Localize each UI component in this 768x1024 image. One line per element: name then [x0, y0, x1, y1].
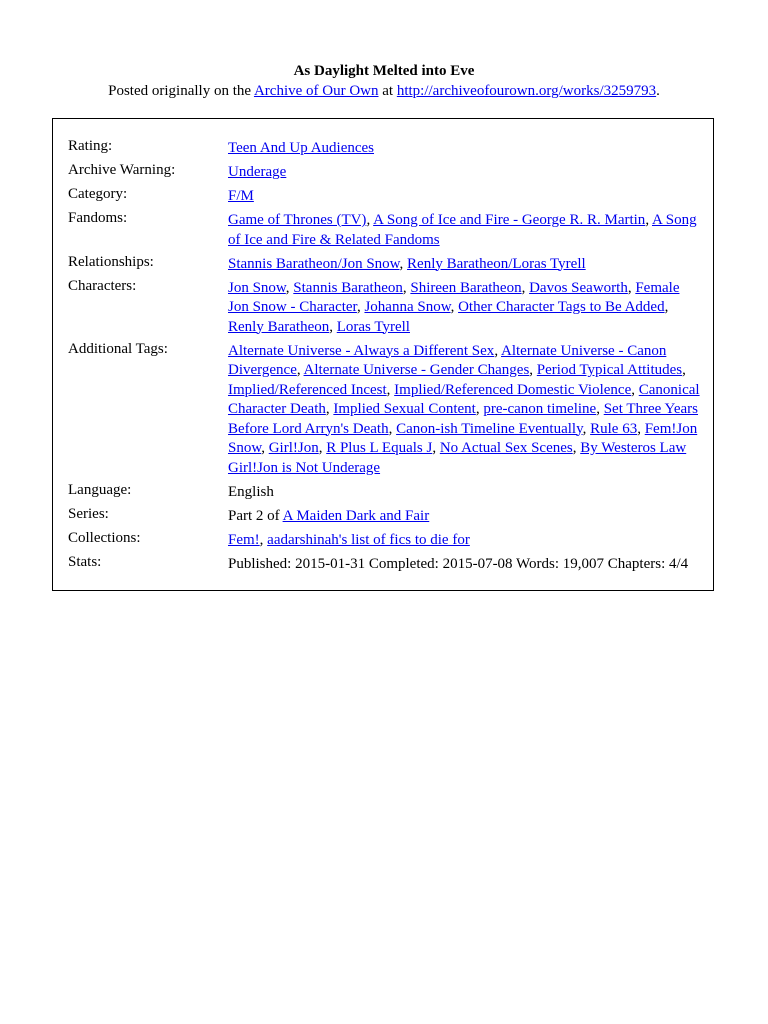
tag-link[interactable]: pre-canon timeline — [483, 401, 597, 417]
tag-link[interactable]: Period Typical Attitudes — [536, 362, 683, 378]
warning-label: Archive Warning: — [68, 162, 176, 178]
character-link[interactable]: Johanna Snow — [364, 299, 451, 315]
tag-link[interactable]: Fem!Jon Snow — [228, 420, 698, 456]
stats-value: Published: 2015-01-31 Completed: 2015-07-08 Words: 19,007 Chapters: 4/4 — [228, 555, 689, 572]
character-link[interactable]: Loras Tyrell — [336, 318, 410, 335]
fandom-link[interactable]: Game of Thrones (TV) — [228, 212, 367, 228]
period: . — [656, 83, 660, 99]
meta-row-category — [68, 185, 700, 209]
relationship-link[interactable]: Renly Baratheon/Loras Tyrell — [407, 255, 586, 272]
series-label: Series: — [68, 505, 109, 522]
collection-link[interactable]: aadarshinah's list of fics to die for — [267, 531, 470, 548]
tag-link[interactable]: R Plus L Equals J — [326, 440, 433, 456]
category-label: Category: — [68, 186, 128, 202]
character-link[interactable]: Jon Snow — [228, 279, 286, 296]
relationships-label: Relationships: — [68, 253, 154, 270]
fandoms-value: Game of Thrones (TV), A Song of Ice and Fire - George R. R. Martin, A Song of Ice and Fire & Related Fandoms — [228, 212, 697, 248]
tag-link[interactable]: By Westeros Law Girl!Jon is Not Underage — [228, 440, 687, 476]
meta-row-fandoms — [68, 209, 700, 253]
posted-line — [0, 81, 768, 101]
tag-link[interactable]: Girl!Jon — [268, 440, 319, 456]
category-value — [228, 185, 700, 209]
series-prefix: Part 2 of — [228, 507, 283, 524]
meta-row-language — [68, 481, 700, 505]
tag-link[interactable]: Canonical Character Death — [228, 381, 700, 417]
character-link[interactable]: Female Jon Snow - Character — [228, 279, 680, 315]
series-value — [228, 505, 700, 529]
work-url-link[interactable]: http://archiveofourown.org/works/3259793 — [396, 83, 657, 99]
language-value: English — [228, 483, 274, 500]
meta-row-characters — [68, 277, 700, 340]
posted-prefix: Posted originally on the — [108, 83, 254, 99]
at-text: at — [378, 83, 397, 99]
meta-row-relationships — [68, 253, 700, 277]
fandoms-label: Fandoms: — [68, 210, 128, 226]
category-link[interactable]: F/M — [228, 188, 254, 204]
work-meta-box — [52, 118, 714, 591]
tag-link[interactable]: Implied/Referenced Incest — [228, 381, 387, 398]
tag-link[interactable]: No Actual Sex Scenes — [439, 440, 573, 456]
work-meta-table — [68, 137, 700, 577]
rating-label: Rating: — [68, 138, 113, 154]
meta-row-warning — [68, 161, 700, 185]
character-link[interactable]: Stannis Baratheon — [293, 279, 403, 296]
fandom-link[interactable]: A Song of Ice and Fire - George R. R. Martin — [373, 212, 646, 228]
tag-link[interactable]: Canon-ish Timeline Eventually — [396, 420, 583, 437]
characters-label: Characters: — [68, 277, 137, 294]
meta-row-stats — [68, 553, 700, 577]
tags-label: Additional Tags: — [68, 340, 168, 357]
work-header — [0, 61, 768, 101]
meta-row-tags — [68, 340, 700, 481]
rating-link[interactable]: Teen And Up Audiences — [228, 140, 375, 156]
meta-row-rating — [68, 137, 700, 161]
characters-value: Jon Snow, Stannis Baratheon, Shireen Baratheon, Davos Seaworth, Female Jon Snow - Character, Johanna Snow, Other Character Tags to Be Added, Renly Baratheon, Loras Tyrell — [228, 279, 680, 335]
character-link[interactable]: Renly Baratheon — [228, 318, 330, 335]
tag-link[interactable]: Implied/Referenced Domestic Violence — [394, 381, 632, 398]
tag-link[interactable]: Implied Sexual Content — [333, 401, 476, 417]
tag-link[interactable]: Alternate Universe - Gender Changes — [303, 362, 530, 378]
warning-value — [228, 161, 700, 185]
work-title: As Daylight Melted into Eve — [293, 63, 475, 79]
fandom-link[interactable]: A Song of Ice and Fire & Related Fandoms — [228, 212, 697, 248]
collections-value: Fem!, aadarshinah's list of fics to die for — [228, 531, 470, 548]
character-link[interactable]: Other Character Tags to Be Added — [458, 299, 665, 315]
meta-row-collections — [68, 529, 700, 553]
character-link[interactable]: Shireen Baratheon — [410, 279, 522, 296]
language-label: Language: — [68, 481, 132, 498]
tag-link[interactable]: Alternate Universe - Canon Divergence — [228, 342, 667, 378]
tag-link[interactable]: Alternate Universe - Always a Different Sex — [228, 342, 495, 359]
tag-link[interactable]: Set Three Years Before Lord Arryn's Death — [228, 401, 699, 437]
meta-row-series — [68, 505, 700, 529]
archive-link[interactable]: Archive of Our Own — [253, 83, 379, 99]
relationships-value: Stannis Baratheon/Jon Snow, Renly Baratheon/Loras Tyrell — [228, 255, 586, 272]
stats-label: Stats: — [68, 553, 102, 570]
collections-label: Collections: — [68, 529, 141, 546]
rating-value — [228, 137, 700, 161]
warning-link[interactable]: Underage — [228, 164, 287, 180]
relationship-link[interactable]: Stannis Baratheon/Jon Snow — [228, 255, 400, 272]
series-link[interactable]: A Maiden Dark and Fair — [282, 507, 430, 524]
tag-link[interactable]: Rule 63 — [590, 420, 638, 437]
collection-link[interactable]: Fem! — [228, 531, 260, 548]
tags-value: Alternate Universe - Always a Different Sex, Alternate Universe - Canon Divergence, Alternate Universe - Gender Changes, Period Typical Attitudes, Implied/Referenced Incest, Implied/Referenced Domestic Violence, Canonical Character Death, Implied Sexual Content, pre-canon timeline, Set Three Years Before Lord Arryn's Death, Canon-ish Timeline Eventually, Rule 63, Fem!Jon Snow, Girl!Jon, R Plus L Equals J, No Actual Sex Scenes, By Westeros Law Girl!Jon is Not Underage — [228, 342, 700, 476]
character-link[interactable]: Davos Seaworth — [529, 279, 628, 296]
